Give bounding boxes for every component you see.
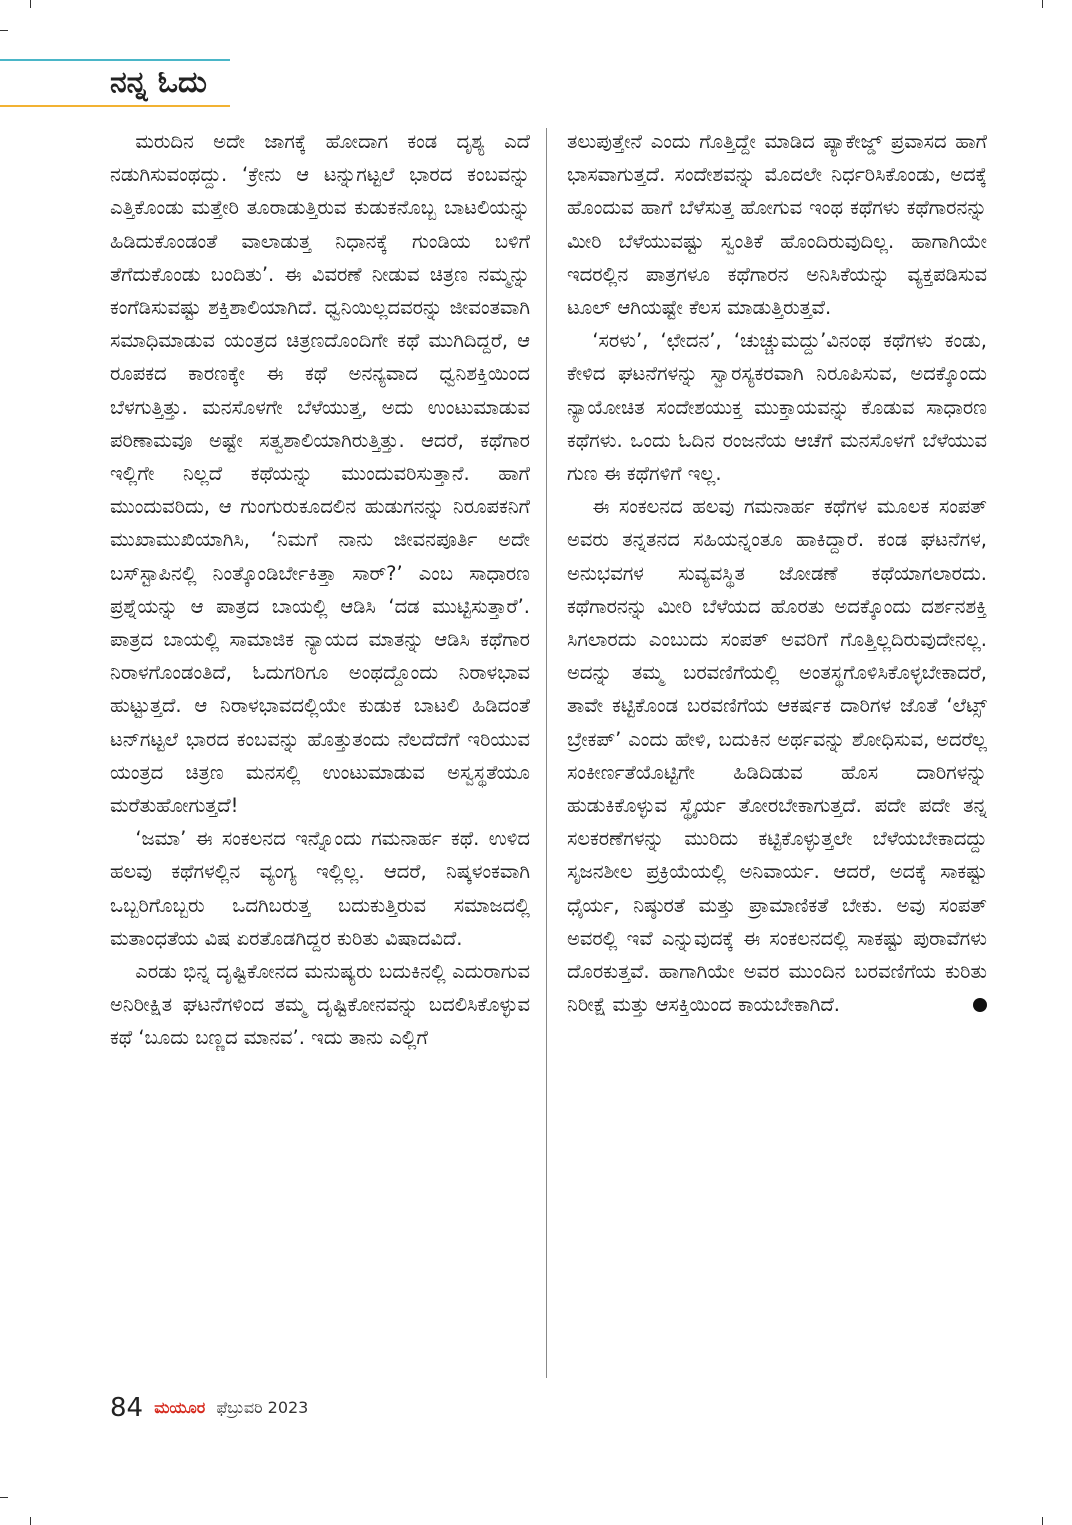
section-header [0, 55, 230, 110]
column-divider [546, 128, 547, 1378]
crop-mark [0, 1497, 8, 1498]
section-title: ನನ್ನ ಓದು [110, 65, 207, 100]
page-footer [110, 1393, 308, 1433]
crop-mark [0, 30, 8, 31]
paragraph-text: ಈ ಸಂಕಲನದ ಹಲವು ಗಮನಾರ್ಹ ಕಥೆಗಳ ಮೂಲಕ ಸಂಪತ್ ಅವರು ತನ್ನತನದ ಸಹಿಯನ್ನಂತೂ ಹಾಕಿದ್ದಾರೆ. ಕಂಡ ಘಟನೆಗಳ, ಅನುಭವಗಳ ಸುವ್ಯವಸ್ಥಿತ ಜೋಡಣೆ ಕಥೆಯಾಗಲಾರದು. ಕಥೆಗಾರನನ್ನು ಮೀರಿ ಬೆಳೆಯದ ಹೊರತು ಅದಕ್ಕೊಂದು ದರ್ಶನಶಕ್ತಿ ಸಿಗಲಾರದು ಎಂಬುದು ಸಂಪತ್ ಅವರಿಗೆ ಗೊತ್ತಿಲ್ಲದಿರುವುದೇನಲ್ಲ. ಅದನ್ನು ತಮ್ಮ ಬರವಣಿಗೆಯಲ್ಲಿ ಅಂತಸ್ಥಗೊಳಿಸಿಕೊಳ್ಳಬೇಕಾದರೆ, ತಾವೇ ಕಟ್ಟಿಕೊಂಡ ಬರವಣಿಗೆಯ ಆಕರ್ಷಕ ದಾರಿಗಳ ಜೊತೆ ‘ಲೆಟ್ಸ್ ಬ್ರೇಕಪ್’ ಎಂದು ಹೇಳಿ, ಬದುಕಿನ ಅರ್ಥವನ್ನು ಶೋಧಿಸುವ, ಅದರೆಲ್ಲ ಸಂಕೀರ್ಣತೆಯೊಟ್ಟಿಗೇ ಹಿಡಿದಿಡುವ ಹೊಸ ದಾರಿಗಳನ್ನು ಹುಡುಕಿಕೊಳ್ಳುವ ಸ್ಥೈರ್ಯ ತೋರಬೇಕಾಗುತ್ತದೆ. ಪದೇ ಪದೇ ತನ್ನ ಸಲಕರಣೆಗಳನ್ನು ಮುರಿದು ಕಟ್ಟಿಕೊಳ್ಳುತ್ತಲೇ ಬೆಳೆಯಬೇಕಾದದ್ದು ಸೃಜನಶೀಲ ಪ್ರಕ್ರಿಯೆಯಲ್ಲಿ ಅನಿವಾರ್ಯ. ಆದರೆ, ಅದಕ್ಕೆ ಸಾಕಷ್ಟು ಧೈರ್ಯ, ನಿಷ್ಠುರತೆ ಮತ್ತು ಪ್ರಾಮಾಣಿಕತೆ ಬೇಕು. ಅವು ಸಂಪತ್ ಅವರಲ್ಲಿ ಇವೆ ಎನ್ನುವುದಕ್ಕೆ ಈ ಸಂಕಲನದಲ್ಲಿ ಸಾಕಷ್ಟು ಪುರಾವೆಗಳು ದೊರಕುತ್ತವೆ. ಹಾಗಾಗಿಯೇ ಅವರ ಮುಂದಿನ ಬರವಣಿಗೆಯ ಕುರಿತು ನಿರೀಕ್ಷೆ ಮತ್ತು ಆಸಕ್ತಿಯಿಂದ ಕಾಯಬೇಕಾಗಿದೆ. [567, 495, 987, 1017]
paragraph: ಎರಡು ಭಿನ್ನ ದೃಷ್ಟಿಕೋನದ ಮನುಷ್ಯರು ಬದುಕಿನಲ್ಲಿ ಎದುರಾಗುವ ಅನಿರೀಕ್ಷಿತ ಘಟನೆಗಳಿಂದ ತಮ್ಮ ದೃಷ್ಟಿಕೋನವನ್ನು ಬದಲಿಸಿಕೊಳ್ಳುವ ಕಥೆ ‘ಬೂದು ಬಣ್ಣದ ಮಾನವ’. ಇದು ತಾನು ಎಲ್ಲಿಗೆ [110, 960, 530, 1050]
crop-mark [1042, 1517, 1043, 1525]
magazine-logo: ಮಯೂರ [154, 1398, 206, 1417]
crop-mark [1042, 0, 1043, 8]
paragraph: ತಲುಪುತ್ತೇನೆ ಎಂದು ಗೊತ್ತಿದ್ದೇ ಮಾಡಿದ ಪ್ಯಾಕೇಜ್ಡ್ ಪ್ರವಾಸದ ಹಾಗೆ ಭಾಸವಾಗುತ್ತದೆ. ಸಂದೇಶವನ್ನು ಮೊದಲೇ ನಿರ್ಧರಿಸಿಕೊಂಡು, ಅದಕ್ಕೆ ಹೊಂದುವ ಹಾಗೆ ಬೆಳೆಸುತ್ತ ಹೋಗುವ ಇಂಥ ಕಥೆಗಳು ಕಥೆಗಾರನನ್ನು ಮೀರಿ ಬೆಳೆಯುವಷ್ಟು ಸ್ವಂತಿಕೆ ಹೊಂದಿರುವುದಿಲ್ಲ. ಹಾಗಾಗಿಯೇ ಇದರಲ್ಲಿನ ಪಾತ್ರಗಳೂ ಕಥೆಗಾರನ ಅನಿಸಿಕೆಯನ್ನು ವ್ಯಕ್ತಪಡಿಸುವ ಟೂಲ್ ಆಗಿಯಷ್ಟೇ ಕೆಲಸ ಮಾಡುತ್ತಿರುತ್ತವೆ. [567, 130, 987, 320]
crop-mark [30, 1517, 31, 1525]
right-column [567, 125, 987, 1380]
paragraph: ‘ಜಮಾ’ ಈ ಸಂಕಲನದ ಇನ್ನೊಂದು ಗಮನಾರ್ಹ ಕಥೆ. ಉಳಿದ ಹಲವು ಕಥೆಗಳಲ್ಲಿನ ವ್ಯಂಗ್ಯ ಇಲ್ಲಿಲ್ಲ. ಆದರೆ, ನಿಷ್ಕಳಂಕವಾಗಿ ಒಬ್ಬರಿಗೊಬ್ಬರು ಒದಗಿಬರುತ್ತ ಬದುಕುತ್ತಿರುವ ಸಮಾಜದಲ್ಲಿ ಮತಾಂಧತೆಯ ವಿಷ ಏರತೊಡಗಿದ್ದರ ಕುರಿತು ವಿಷಾದವಿದೆ. [110, 827, 530, 950]
header-rule-top [0, 59, 230, 61]
header-rule-bottom [0, 105, 230, 107]
left-column [110, 125, 530, 1380]
paragraph: ‘ಸರಳು’, ‘ಛೇದನ’, ‘ಚುಚ್ಚುಮದ್ದು’ವಿನಂಥ ಕಥೆಗಳು ಕಂಡು, ಕೇಳಿದ ಘಟನೆಗಳನ್ನು ಸ್ವಾರಸ್ಯಕರವಾಗಿ ನಿರೂಪಿಸುವ, ಅದಕ್ಕೊಂದು ನ್ಯಾಯೋಚಿತ ಸಂದೇಶಯುಕ್ತ ಮುಕ್ತಾಯವನ್ನು ಕೊಡುವ ಸಾಧಾರಣ ಕಥೆಗಳು. ಒಂದು ಓದಿನ ರಂಜನೆಯ ಆಚೆಗೆ ಮನಸೊಳಗೆ ಬೆಳೆಯುವ ಗುಣ ಈ ಕಥೆಗಳಿಗೆ ಇಲ್ಲ. [567, 329, 987, 486]
paragraph [567, 490, 987, 1021]
end-of-article-icon [973, 998, 987, 1012]
paragraph: ಮರುದಿನ ಅದೇ ಜಾಗಕ್ಕೆ ಹೋದಾಗ ಕಂಡ ದೃಶ್ಯ ಎದೆ ನಡುಗಿಸುವಂಥದ್ದು. ‘ಕ್ರೇನು ಆ ಟನ್ನುಗಟ್ಟಲೆ ಭಾರದ ಕಂಬವನ್ನು ಎತ್ತಿಕೊಂಡು ಮತ್ತೇರಿ ತೂರಾಡುತ್ತಿರುವ ಕುಡುಕನೊಬ್ಬ ಬಾಟಲಿಯನ್ನು ಹಿಡಿದುಕೊಂಡಂತೆ ವಾಲಾಡುತ್ತ ನಿಧಾನಕ್ಕೆ ಗುಂಡಿಯ ಬಳಿಗೆ ತೆಗೆದುಕೊಂಡು ಬಂದಿತು’. ಈ ವಿವರಣೆ ನೀಡುವ ಚಿತ್ರಣ ನಮ್ಮನ್ನು ಕಂಗೆಡಿಸುವಷ್ಟು ಶಕ್ತಿಶಾಲಿಯಾಗಿದೆ. ಧ್ವನಿಯಿಲ್ಲದವರನ್ನು ಜೀವಂತವಾಗಿ ಸಮಾಧಿಮಾಡುವ ಯಂತ್ರದ ಚಿತ್ರಣದೊಂದಿಗೇ ಕಥೆ ಮುಗಿದಿದ್ದರೆ, ಆ ರೂಪಕದ ಕಾರಣಕ್ಕೇ ಈ ಕಥೆ ಅನನ್ಯವಾದ ಧ್ವನಿಶಕ್ತಿಯಿಂದ ಬೆಳಗುತ್ತಿತ್ತು. ಮನಸೊಳಗೇ ಬೆಳೆಯುತ್ತ, ಅದು ಉಂಟುಮಾಡುವ ಪರಿಣಾಮವೂ ಅಷ್ಟೇ ಸತ್ವಶಾಲಿಯಾಗಿರುತ್ತಿತ್ತು. ಆದರೆ, ಕಥೆಗಾರ ಇಲ್ಲಿಗೇ ನಿಲ್ಲದೆ ಕಥೆಯನ್ನು ಮುಂದುವರಿಸುತ್ತಾನೆ. ಹಾಗೆ ಮುಂದುವರಿದು, ಆ ಗುಂಗುರುಕೂದಲಿನ ಹುಡುಗನನ್ನು ನಿರೂಪಕನಿಗೆ ಮುಖಾಮುಖಿಯಾಗಿಸಿ, ‘ನಿಮಗೆ ನಾನು ಜೀವನಪೂರ್ತಿ ಅದೇ ಬಸ್‌ಸ್ಟಾಪಿನಲ್ಲಿ ನಿಂತ್ಕೊಂಡಿರ್ಬೇಕಿತ್ತಾ ಸಾರ್?’ ಎಂಬ ಸಾಧಾರಣ ಪ್ರಶ್ನೆಯನ್ನು ಆ ಪಾತ್ರದ ಬಾಯಲ್ಲಿ ಆಡಿಸಿ ‘ದಡ ಮುಟ್ಟಿಸುತ್ತಾರೆ’. ಪಾತ್ರದ ಬಾಯಲ್ಲಿ ಸಾಮಾಜಿಕ ನ್ಯಾಯದ ಮಾತನ್ನು ಆಡಿಸಿ ಕಥೆಗಾರ ನಿರಾಳಗೊಂಡಂತಿದೆ, ಓದುಗರಿಗೂ ಅಂಥದ್ದೊಂದು ನಿರಾಳಭಾವ ಹುಟ್ಟುತ್ತದೆ. ಆ ನಿರಾಳಭಾವದಲ್ಲಿಯೇ ಕುಡುಕ ಬಾಟಲಿ ಹಿಡಿದಂತೆ ಟನ್‌ಗಟ್ಟಲೆ ಭಾರದ ಕಂಬವನ್ನು ಹೊತ್ತುತಂದು ನೆಲದೆದೆಗೆ ಇರಿಯುವ ಯಂತ್ರದ ಚಿತ್ರಣ ಮನಸಲ್ಲಿ ಉಂಟುಮಾಡುವ ಅಸ್ವಸ್ಥತೆಯೂ ಮರೆತುಹೋಗುತ್ತದೆ! [110, 130, 530, 818]
crop-mark [30, 0, 31, 8]
issue-date: ಫೆಬ್ರುವರಿ 2023 [216, 1398, 309, 1417]
page-number: 84 [110, 1393, 144, 1423]
